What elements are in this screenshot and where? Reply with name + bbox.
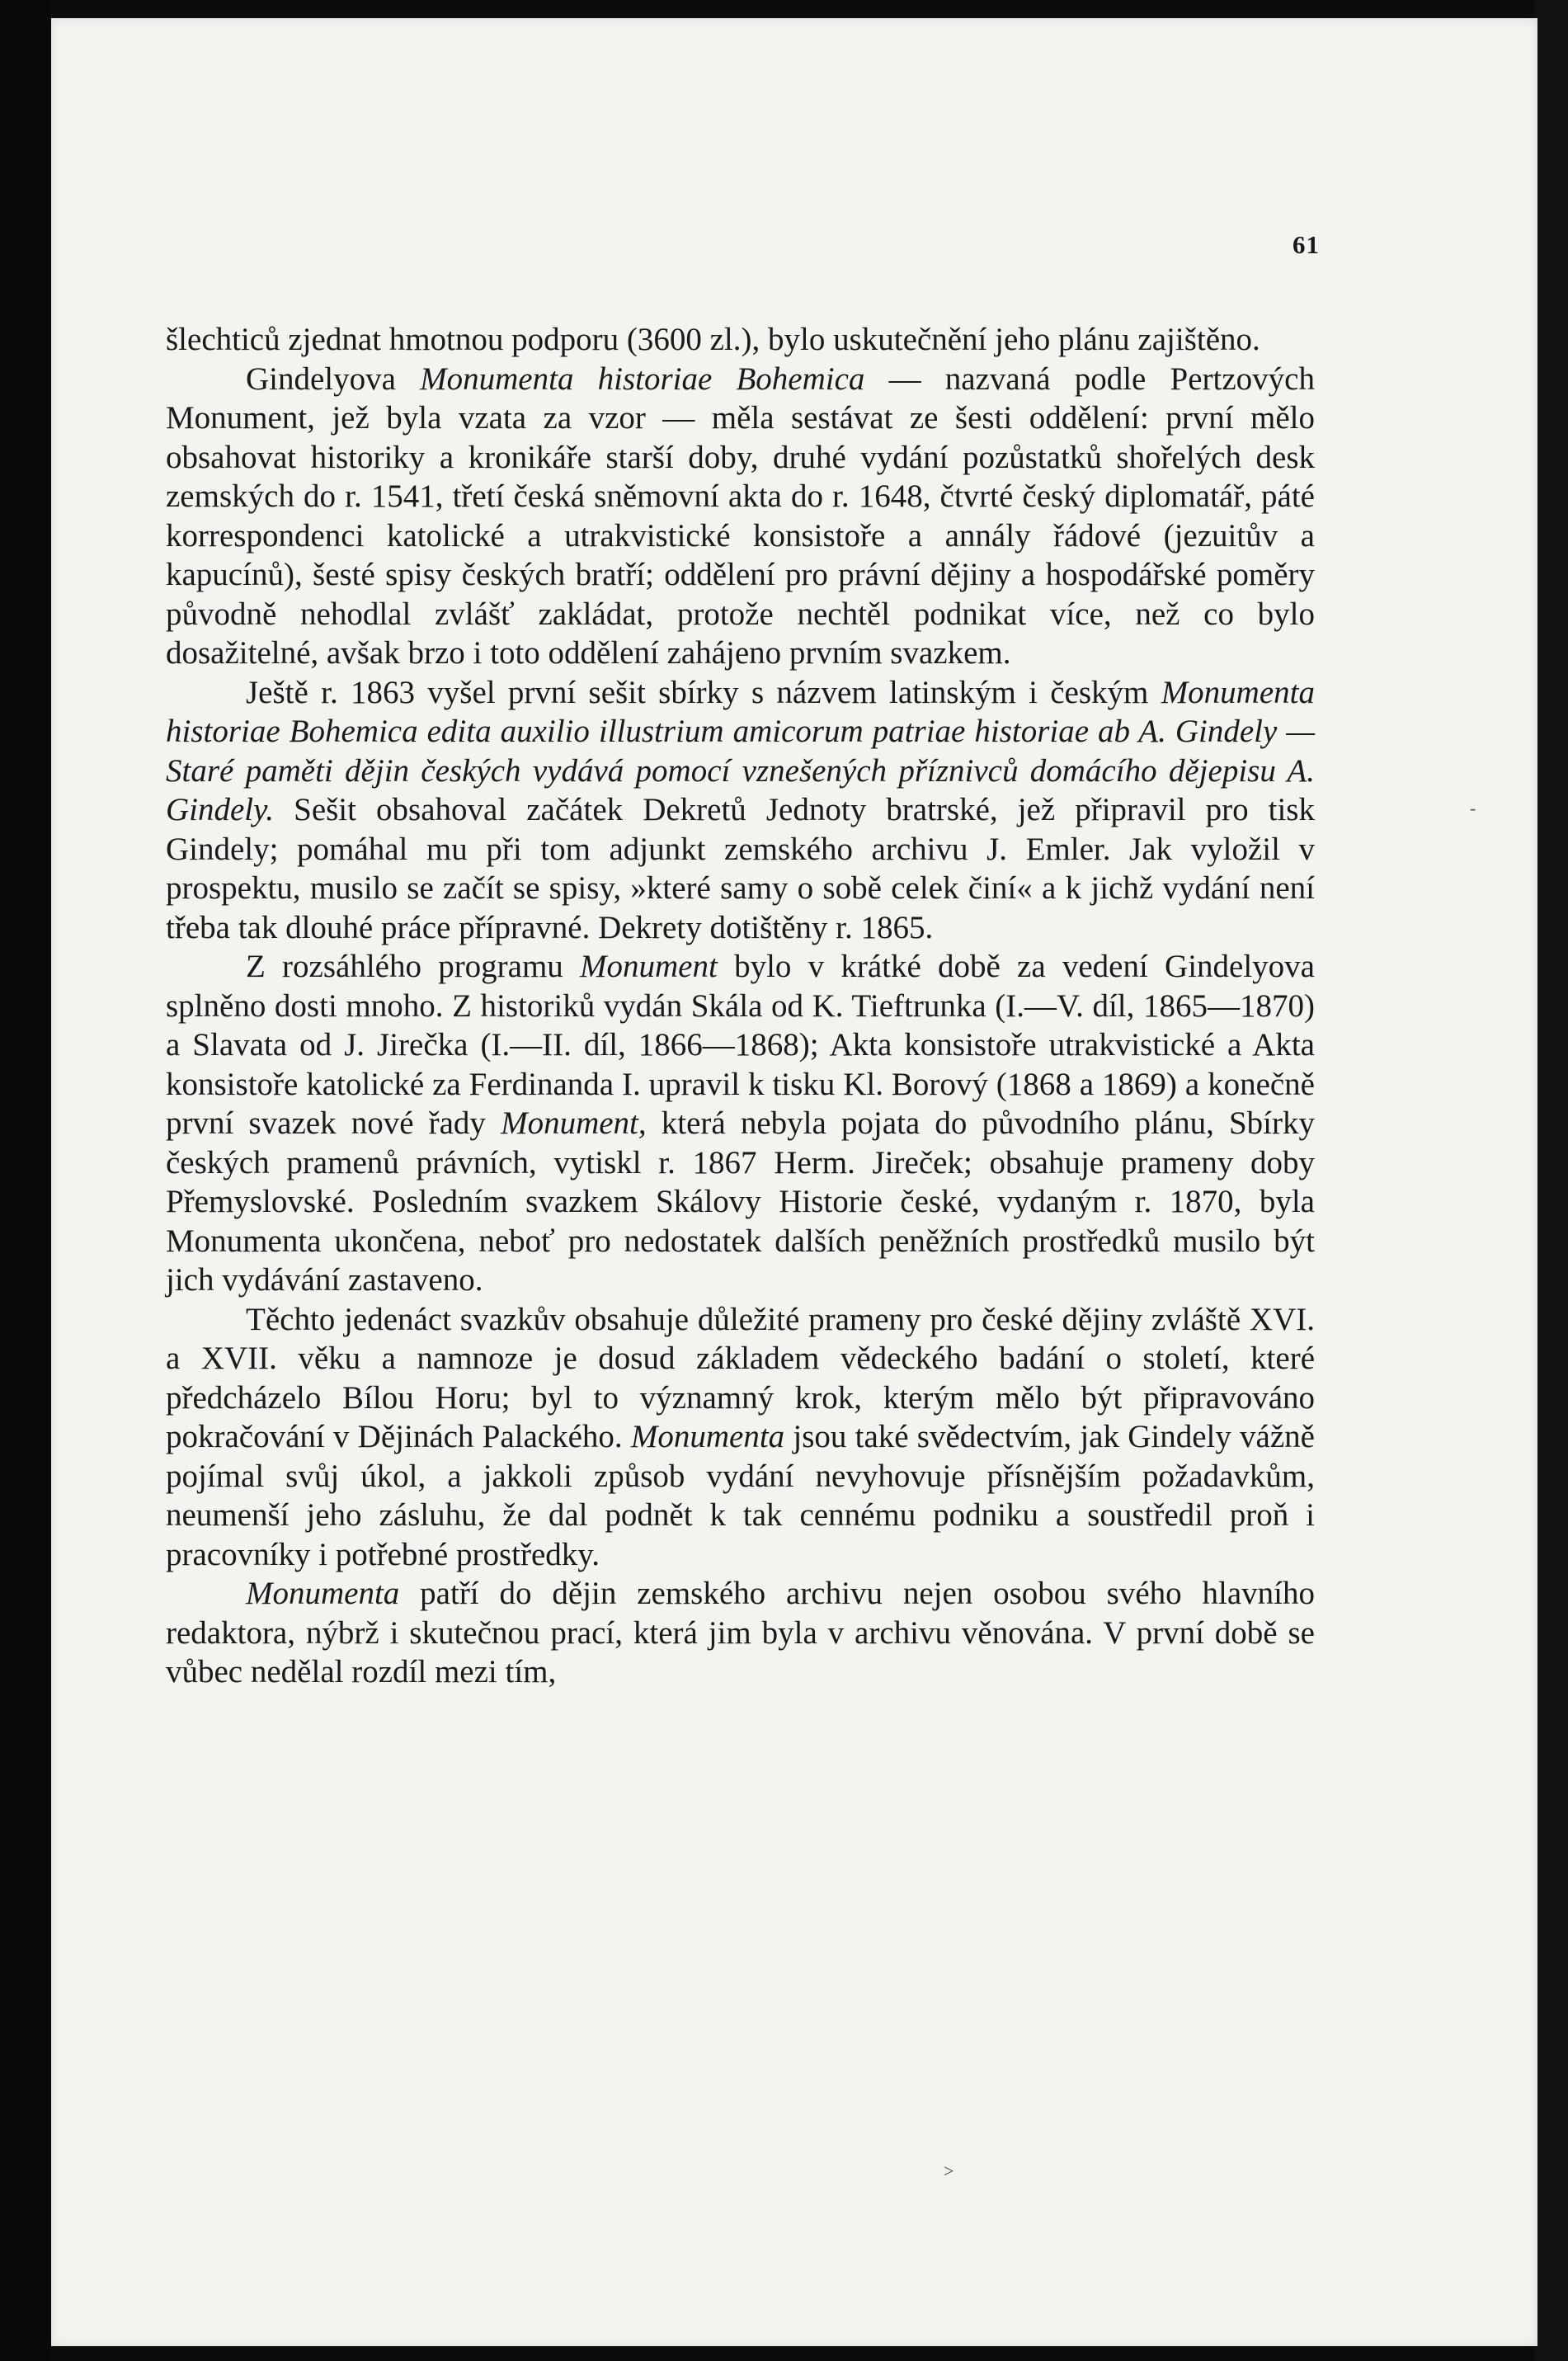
text-segment: která nebyla pojata do původního plánu, Sbírky českých pramenů právních, vytiskl r. 1867 Herm. Jireček; obsahuje prameny doby Přemyslovské. Posledním svazkem Skálovy Historie české, vydaným r. 1870, byla Monumenta ukončena, neboť pro nedostatek dalších peněžních prostředků musilo být jich vydávání zastaveno. xyxy=(166,1105,1315,1298)
body-text xyxy=(166,320,1315,1692)
italic-text-segment: Monument, xyxy=(501,1105,647,1141)
text-segment: Ještě r. 1863 vyšel první sešit sbírky s názvem latinským i českým xyxy=(246,674,1161,710)
paragraph xyxy=(166,1300,1315,1575)
text-segment: jsou také svědectvím, jak Gindely vážně pojímal svůj úkol, a jakkoli způsob vydání nevyhovuje přísnějším požadavkům, neumenší jeho zásluhu, že dal podnět k tak cennému podniku a soustředil proň i pracovníky i potřebné prostředky. xyxy=(166,1419,1315,1572)
text-segment: Gindelyova xyxy=(246,361,421,397)
text-segment: patří do dějin zemského archivu nejen osobou svého hlavního redaktora, nýbrž i skutečnou prací, která jim byla v archivu věnována. V první době se vůbec nedělal rozdíl mezi tím, xyxy=(166,1576,1315,1689)
margin-mark: - xyxy=(1470,798,1476,818)
italic-text-segment: Monumenta xyxy=(630,1419,785,1454)
text-segment: Z rozsáhlého programu xyxy=(246,949,581,984)
text-segment: — nazvaná podle Pertzových Monument, jež byla vzata za vzor — měla sestávat ze šesti oddělení: první mělo obsahovat historiky a kronikáře starší doby, druhé vydání pozůstatků shořelých desk zemských do r. 1541, třetí česká sněmovní akta do r. 1648, čtvrté český diplomatář, páté korrespondenci katolické a utrakvistické konsistoře a annály řádové (jezuitův a kapucínů), šesté spisy českých bratří; oddělení pro právní dějiny a hospodářské poměry původně nehodlal zvlášť zakládat, protože nechtěl podnikat více, než co bylo dosažitelné, avšak brzo i toto oddělení zahájeno prvním svazkem. xyxy=(166,361,1315,671)
italic-text-segment: Monumenta xyxy=(246,1576,400,1611)
text-segment: Těchto jedenáct svazkův obsahuje důležité prameny pro české dějiny zvláště XVI. a XVII. věku a namnoze je dosud základem vědeckého badání o století, které předcházelo Bílou Horu; byl to významný krok, kterým mělo být připravováno pokračování v Dějinách Palackého. xyxy=(166,1301,1315,1454)
scan-border-left xyxy=(0,0,51,2361)
text-segment: šlechticů zjednat hmotnou podporu (3600 zl.), bylo uskutečnění jeho plánu zajištěno. xyxy=(166,322,1260,357)
italic-text-segment: Monument xyxy=(580,949,718,984)
book-page xyxy=(51,18,1537,2346)
bottom-mark: ˃ xyxy=(944,2161,954,2181)
paragraph xyxy=(166,320,1315,360)
paragraph xyxy=(166,947,1315,1300)
text-segment: Sešit obsahoval začátek Dekretů Jednoty bratrské, jež připravil pro tisk Gindely; pomáhal mu při tom adjunkt zemského archivu J. Emler. Jak vyložil v prospektu, musilo se začít se spisy, »které samy o sobě celek činí« a k jichž vydání není třeba tak dlouhé práce přípravné. Dekrety dotištěny r. 1865. xyxy=(166,792,1315,945)
italic-text-segment: Monumenta historiae Bohemica edita auxilio illustrium amicorum patriae historiae ab A. Gindely — Staré paměti dějin českých vydává pomocí vznešených příznivců domácího dějepisu A. Gindely. xyxy=(166,674,1315,827)
scan-border-right xyxy=(1535,0,1568,2361)
paragraph xyxy=(166,360,1315,673)
paragraph xyxy=(166,1574,1315,1692)
text-segment: bylo v krátké době za vedení Gindelyova splněno dosti mnoho. Z historiků vydán Skála od K. Tieftrunka (I.—V. díl, 1865—1870) a Slavata od J. Jirečka (I.—II. díl, 1866—1868); Akta konsistoře utrakvistické a Akta konsistoře katolické za Ferdinanda I. upravil k tisku Kl. Borový (1868 a 1869) a konečně první svazek nové řady xyxy=(166,949,1315,1141)
page-number: 61 xyxy=(1293,230,1320,259)
paragraph xyxy=(166,673,1315,948)
italic-text-segment: Monumenta historiae Bohemica xyxy=(420,361,865,397)
